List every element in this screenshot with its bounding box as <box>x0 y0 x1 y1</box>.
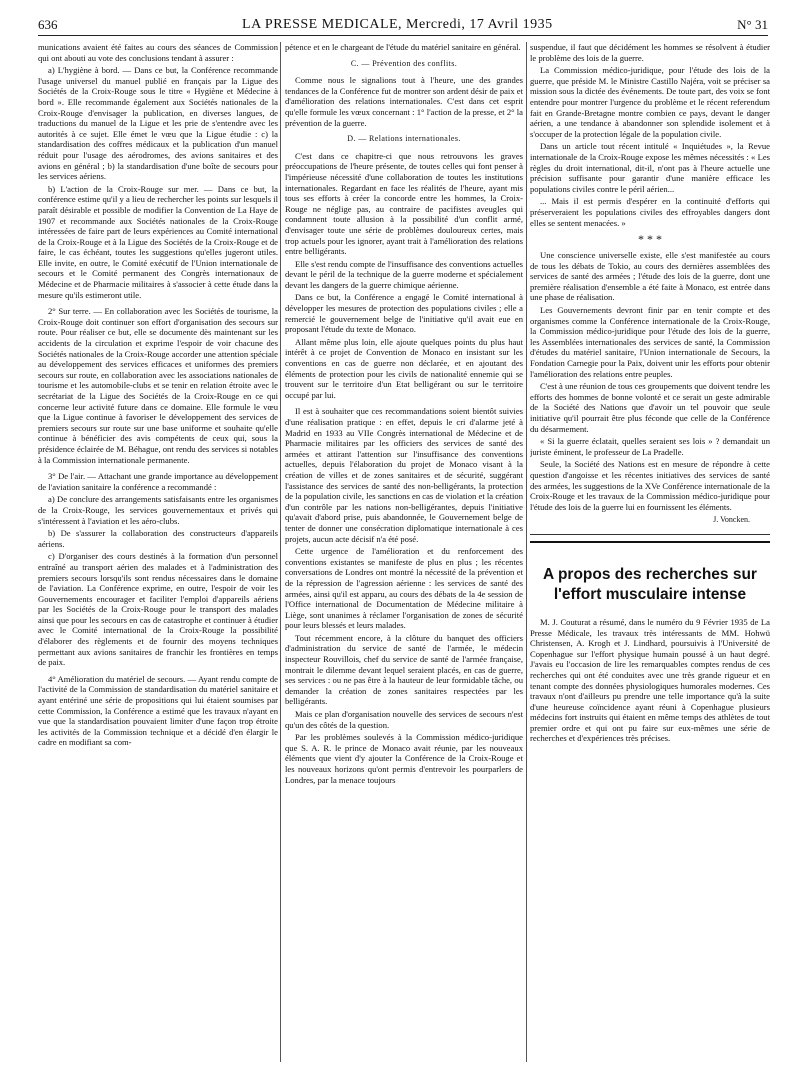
article-end-rule <box>530 534 770 535</box>
paragraph: b) L'action de la Croix-Rouge sur mer. — Dans ce but, la conférence estime qu'il y a lieu de rechercher les points sur lesquels il paraît désirable et possible de modifier la Convention de La Haye de 1907 et recommande aux Sociétés nationales de la Croix-Rouge intéressées de faire part de leurs expériences au Comité international de la Croix-Rouge et à la Ligue des Sociétés de la Croix-Rouge et de faire, le cas échéant, toutes les suggestions qu'elles jugeront utiles. Elle invite, en outre, le Comité exécutif de l'Union internationale de secours et le Comité permanent des Congrès internationaux de Médecine et de Pharmacie militaires à s'associer à cette étude dans la mesure qu'ils estimeront utile. <box>38 183 278 300</box>
paragraph: Seule, la Société des Nations est en mesure de répondre à cette question d'angoisse et les récentes initiatives des services de santé des armées, les suggestions de la XVe Conférence internationale de la Croix-Rouge et les travaux de la Commission médico-juridique pour l'étude des lois de la guerre lui en fournissent les éléments. <box>530 459 770 512</box>
article-end-rule <box>530 541 770 543</box>
paragraph: Il est à souhaiter que ces recommandations soient bientôt suivies d'une réalisation pratique : en effet, depuis le cri d'alarme jeté à Madrid en 1933 au VIIe Congrès international de Médecine et de Pharmacie militaires par les officiers des services de santé des armées et attirant l'attention sur l'insuffisance des conventions actuelles, depuis l'élaboration du projet de Monaco visant à la création de villes et de zones sanitaires et de sécurité, suggérant l'assistance des services de santé des non-belligérants, la protection de la population civile, les sanctions en cas de violation et la création d'un contrôle par les nations non-belligérantes, depuis l'initiative qu'avait d'abord prise, puis abandonnée, le Gouvernement belge de tenter de donner une consécration diplomatique internationale à ces projets, aucun acte décisif n'a été posé. <box>285 406 523 544</box>
paragraph: Mais ce plan d'organisation nouvelle des services de secours n'est qu'un des côtés de la question. <box>285 709 523 730</box>
paragraph: Dans ce but, la Conférence a engagé le Comité international à développer les mesures de protection des populations civiles ; elle a remercié le gouvernement belge de l'initiative qu'il avait eue en proposant l'étude du texte de Monaco. <box>285 292 523 335</box>
paragraph: Dans un article tout récent intitulé « Inquiétudes », la Revue internationale de la Croix-Rouge expose les mêmes nécessités : « Les règles du droit international, dit-il, n'ont pas à l'heure actuelle une précision suffisante pour garantir d'une manière efficace les populations civiles contre le péril aérien... <box>530 141 770 194</box>
column-1 <box>38 42 278 1072</box>
paragraph: Tout récemment encore, à la clôture du banquet des officiers d'administration du service de santé de l'armée, le médecin inspecteur Rouvillois, chef du service de santé de l'armée française, montrait le dilemme devant lequel seraient placés, en cas de guerre, ses services : ou ne pas être à la hauteur de leur formidable tâche, ou demander la création de zones sanitaires respectées par les belligérants. <box>285 632 523 707</box>
issue-number: N° 31 <box>737 16 768 32</box>
column-divider <box>526 42 527 1062</box>
page-number: 636 <box>38 16 58 32</box>
paragraph: 4° Amélioration du matériel de secours. — Ayant rendu compte de l'activité de la Commission de standardisation du matériel sanitaire et ayant entériné une série de propositions qui lui étaient soumises par cette Commission, la Conférence a estimé que les travaux n'ayant en vue que la standardisation pouvaient limiter d'une façon trop étroite les activités de la Commission technique et a décidé d'en élargir le cadre en modifiant sa com- <box>38 673 278 748</box>
column-divider <box>280 42 281 1062</box>
paragraph: c) D'organiser des cours destinés à la formation d'un personnel entraîné au transport aérien des malades et à l'administration des premiers secours lorsqu'ils sont rendus nécessaires dans le domaine de l'aviation. La Conférence exprime, en outre, l'espoir de voir les Gouvernements encourager et faciliter l'emploi d'appareils aériens par les Sociétés de la Croix-Rouge pour le transport des malades ainsi que pour les secours en cas de catastrophe et continuer à étudier avec le Comité international de la Croix-Rouge la possibilité d'élaborer des règlements et de fournir des moyens techniques permettant aux avions sanitaires de franchir les frontières en temps de paix. <box>38 551 278 668</box>
paragraph: Une conscience universelle existe, elle s'est manifestée au cours de tous les débats de Tokio, au cours des dernières assemblées des services de santé des armées ; l'étude des lois de la guerre, dont une première réalisation d'ensemble a été faite à Monaco, est entrée dans une phase de réalisation. <box>530 250 770 303</box>
section-separator: * * * <box>638 232 662 247</box>
page-header <box>38 14 768 36</box>
section-heading: C. — Prévention des conflits. <box>350 58 458 68</box>
author-signature: J. Voncken. <box>713 515 750 525</box>
paragraph: Elle s'est rendu compte de l'insuffisance des conventions actuelles devant le péril de la technique de la guerre moderne et spécialement devant les dangers de la guerre chimique aérienne. <box>285 258 523 290</box>
paragraph: C'est à une réunion de tous ces groupements que doivent tendre les efforts des hommes de bonne volonté et ce serait un geste admirable de la Société des Nations que d'avoir un tel pouvoir que seule initiative qu'il pourrait être plus féconde que celle de la Conférence du désarmement. <box>530 381 770 434</box>
paragraph: pétence et en le chargeant de l'étude du matériel sanitaire en général. <box>285 42 521 52</box>
journal-title: LA PRESSE MEDICALE, Mercredi, 17 Avril 1935 <box>242 16 553 32</box>
paragraph: 3° De l'air. — Attachant une grande importance au développement de l'aviation sanitaire la conférence a recommandé : <box>38 471 278 492</box>
column-3 <box>530 42 770 1072</box>
column-2 <box>285 42 523 1072</box>
paragraph: a) L'hygiène à bord. — Dans ce but, la Conférence recommande l'usage universel du manuel publié en français par la Ligue des Sociétés de la Croix-Rouge sous le titre « Hygiène et Médecine à bord ». Elle recommande également aux Sociétés nationales de la Croix-Rouge d'envisager la publication, en diverses langues, de traductions du manuel de la Ligue et les prie de s'entendre avec les autorités à ce sujet. Elle émet le vœu que la Ligue étudie : c) la standardisation des coffres médicaux et la publication d'un manuel réduit pour l'usage des aérodromes, des avions sanitaires et des avions en général ; b) la standardisation d'une boîte de secours pour les services aériens. <box>38 65 278 182</box>
paragraph: Allant même plus loin, elle ajoute quelques points du plus haut intérêt à ce projet de Convention de Monaco en insistant sur les conventions en cas de guerre non déclarée, et en ajoutant des éléments de protection pour les civils de nationalité ennemie qui se trouvent sur le territoire d'un Etat belligérant ou sur le territoire occupé par lui. <box>285 336 523 400</box>
paragraph: 2° Sur terre. — En collaboration avec les Sociétés de tourisme, la Croix-Rouge doit continuer son effort d'organisation des secours sur route. Pour réaliser ce but, elle se documente dès maintenant sur les accidents de la circulation et exprime l'espoir de voir chacune des Sociétés nationales de la Croix-Rouge accorder une attention spéciale au développement des services efficaces et uniformes des premiers secours sur route, en collaboration avec les associations nationales de tourisme et les automobile-clubs et se tenir en relation étroite avec le secrétariat de la Ligue des Sociétés de la Croix-Rouge en ce qui concerne leur activité future dans ce domaine. Elle formule le vœu que la Ligue continue à favoriser le développement des services de premiers secours sur route sur une base uniforme et souhaite qu'elle continue à bénéficier des avis compétents de ceux qui, sous la présidence éclairée de M. Béhague, ont rendu des services si notables à la Commission internationale permanente. <box>38 306 278 465</box>
paragraph: Par les problèmes soulevés à la Commission médico-juridique que S. A. R. le prince de Monaco avait réunie, par les nouveaux éléments que vient d'y ajouter la Conférence de la Croix-Rouge et les nouveaux horizons qu'ont permis d'entrevoir les pourparlers de Londres, par la menace toujours <box>285 732 523 785</box>
paragraph: La Commission médico-juridique, pour l'étude des lois de la guerre, que préside M. le Ministre Castillo Najéra, voit se préciser sa mission sous la dictée des événements. De toute part, des voix se font entendre pour montrer l'urgence du problème et le récent referendum fait en Grande-Bretagne montre combien ce pays, devant le danger aérien, a une tendance à abandonner son splendide isolement et à s'occuper de la protection légale de la population civile. <box>530 65 770 139</box>
paragraph: M. J. Couturat a résumé, dans le numéro du 9 Février 1935 de La Presse Médicale, les travaux très intéressants de MM. Hohwü Christensen, A. Krogh et J. Lindhard, poursuivis à l'Université de Copenhague sur l'effort physique humain poussé à un haut degré. J'avais eu l'occasion de lire les remarquables comptes rendus de ces recherches qui ont été conduites avec une très grande rigueur et en tenant compte des données physiologiques humorales modernes. Ces travaux n'ont d'ailleurs pu prendre une telle importance qu'à la suite d'une heureuse coïncidence ayant réuni à Copenhague plusieurs médecins fort instruits qui étaient en même temps des athlètes de tout premier ordre et qui ont pu faire sur eux-mêmes une série de recherches et d'expériences très précises. <box>530 616 770 744</box>
paragraph: Cette urgence de l'amélioration et du renforcement des conventions existantes se manifeste de plus en plus ; les récentes conversations de Londres ont montré la nécessité de la prévention et de la répression de l'agression aérienne : les services de santé des armées, ainsi qu'il est apparu, au cours des débats de la 4e session de l'Office international de Documentation de Médecine militaire à Liège, sont unanimes à réclamer l'organisation de zones de sécurité pour leurs blessés et leurs malades. <box>285 546 523 631</box>
paragraph: Comme nous le signalions tout à l'heure, une des grandes tendances de la Conférence fut de montrer son ardent désir de paix et d'amélioration des relations internationales. C'est dans cet esprit qu'elle formule les vœux concernant : 1° l'action de la presse, et 2° la prévention de la guerre. <box>285 75 523 128</box>
article-title: A propos des recherches sur l'effort musculaire intense <box>543 565 757 603</box>
paragraph: b) De s'assurer la collaboration des constructeurs d'appareils aériens. <box>38 528 278 549</box>
paragraph: munications avaient été faites au cours des séances de Commission qui ont abouti au vote des conclusions tendant à assurer : <box>38 42 278 63</box>
paragraph: C'est dans ce chapitre-ci que nous retrouvons les graves préoccupations de l'heure présente, de toutes celles qui font penser à l'impérieuse nécessité d'une collaboration de toutes les institutions internationales. Regardant en face les réalités de l'heure, ayant mis tous ses efforts à créer la concorde entre les hommes, la Croix-Rouge ne néglige pas, au contraire de pacifistes aveugles qui condamnent toute allusion à la possibilité d'un conflit armé, d'envisager toute une série de problèmes douloureux certes, mais trop actuels pour les ignorer, ayant trait à l'amélioration des relations entre belligérants. <box>285 150 523 257</box>
paragraph: ... Mais il est permis d'espérer en la continuité d'efforts qui préserveraient les populations civiles des effroyables dangers dont elles se sentent menacées. » <box>530 196 770 228</box>
paragraph: suspendue, il faut que décidément les hommes se résolvent à étudier le problème des lois de la guerre. <box>530 42 770 63</box>
paragraph: Les Gouvernements devront finir par en tenir compte et des organismes comme la Conférence internationale de la Croix-Rouge, la Commission médico-juridique pour l'étude des lois de la guerre, les Assemblées internationales des services de santé, la Commission d'études du matériel sanitaire, l'Union internationale de Secours, la Fondation Carnegie pour la Paix, doivent unir les efforts pour obtenir l'amélioration des relations entre peuples. <box>530 305 770 379</box>
section-heading: D. — Relations internationales. <box>347 134 461 144</box>
paragraph: a) De conclure des arrangements satisfaisants entre les organismes de la Croix-Rouge, les services gouvernementaux et privés qui s'intéressent à l'aviation et les aéro-clubs. <box>38 494 278 526</box>
paragraph: « Si la guerre éclatait, quelles seraient ses lois » ? demandait un juriste éminent, le professeur de La Pradelle. <box>530 436 770 457</box>
